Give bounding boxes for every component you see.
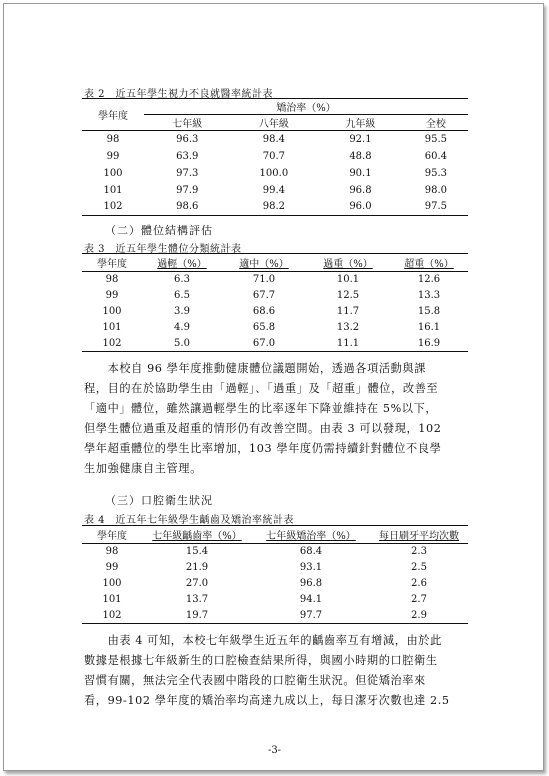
table3-cell: 65.8 bbox=[252, 322, 276, 333]
table-row bbox=[82, 272, 468, 288]
table2-cell: 95.3 bbox=[424, 167, 447, 179]
section-title: （二）體位結構評估 bbox=[105, 224, 213, 237]
table2-year: 102 bbox=[103, 201, 123, 213]
table4-col-header: 學年度 bbox=[97, 531, 127, 542]
table4-cell: 97.7 bbox=[299, 609, 323, 621]
table2-cell: 100.0 bbox=[259, 167, 289, 179]
table-row bbox=[82, 320, 468, 336]
table-row bbox=[82, 131, 468, 148]
table2-cell: 63.9 bbox=[176, 150, 199, 162]
page-number: -3- bbox=[267, 745, 282, 756]
table4-cell: 15.4 bbox=[185, 546, 209, 558]
table3-year: 102 bbox=[102, 337, 122, 349]
table2-cell: 97.5 bbox=[424, 201, 447, 213]
table2-cell: 96.8 bbox=[349, 184, 372, 196]
table2 bbox=[82, 98, 468, 216]
table2-caption: 表 2 近五年學生視力不良就醫率統計表 bbox=[84, 89, 274, 100]
table4-caption: 表 4 近五年七年級學生齲齒及矯治率統計表 bbox=[84, 515, 295, 526]
table2-cell: 96.3 bbox=[176, 133, 199, 145]
table-row bbox=[82, 336, 468, 352]
paragraph-line: 看，99-102 學年度的矯治率均高達九成以上，每日潔牙次數也達 2.5 bbox=[84, 694, 450, 707]
table4-cell: 2.6 bbox=[411, 578, 427, 589]
table2-cell: 96.0 bbox=[349, 201, 372, 213]
table3-col-header: 學年度 bbox=[97, 259, 127, 270]
table2-cell: 60.4 bbox=[424, 150, 447, 162]
table2-cell: 97.3 bbox=[176, 167, 199, 179]
paragraph-line: 由表 4 可知，本校七年級學生近五年的齲齒率互有增減，由於此 bbox=[84, 634, 442, 647]
table2-cell: 98.0 bbox=[424, 184, 447, 196]
table3-cell: 13.2 bbox=[336, 322, 360, 333]
table2-cell: 70.7 bbox=[262, 150, 285, 162]
table2-year: 101 bbox=[103, 184, 123, 196]
table3-cell: 6.5 bbox=[174, 290, 190, 301]
section-title: （三）口腔衛生狀況 bbox=[105, 494, 213, 507]
table2-col-header: 八年級 bbox=[258, 119, 289, 130]
table3-col-header: 過輕（%） bbox=[157, 259, 207, 270]
paragraph-line: 本校自 96 學年度推動健康體位議題開始，透過各項活動與課 bbox=[84, 362, 427, 375]
table2-cell: 98.6 bbox=[176, 201, 199, 213]
table3-col-header: 適中（%） bbox=[239, 259, 289, 270]
table2-col-header: 全校 bbox=[425, 119, 446, 130]
table4-cell: 2.7 bbox=[411, 594, 427, 605]
table4-col-header: 七年級齲齒率（%） bbox=[152, 531, 242, 542]
table-row bbox=[82, 592, 468, 608]
table-row bbox=[82, 576, 468, 592]
table3-year: 100 bbox=[102, 306, 122, 317]
table3-cell: 11.1 bbox=[336, 337, 360, 349]
table4-cell: 68.4 bbox=[299, 546, 323, 558]
table-row bbox=[82, 304, 468, 320]
table3-col-header: 超重（%） bbox=[404, 259, 454, 270]
table3-cell: 16.1 bbox=[417, 322, 441, 333]
table4-cell: 93.1 bbox=[299, 562, 323, 573]
table2-cell: 95.5 bbox=[424, 133, 447, 145]
table4-cell: 2.5 bbox=[411, 562, 427, 573]
table4-cell: 2.3 bbox=[411, 546, 427, 558]
paragraph-line: 生加強健康自主管理。 bbox=[84, 462, 202, 475]
table2-year: 99 bbox=[106, 150, 120, 162]
paragraph-line: 學年超重體位的學生比率增加，103 學年度仍需持續針對體位不良學 bbox=[84, 442, 442, 455]
table4-cell: 2.9 bbox=[411, 609, 427, 621]
table4-cell: 94.1 bbox=[299, 594, 323, 605]
table-row bbox=[82, 182, 468, 199]
table2-cell: 48.8 bbox=[349, 150, 372, 162]
paragraph-line: 「適中」體位，雖然讓過輕學生的比率逐年下降並維持在 5%以下， bbox=[84, 402, 438, 415]
table4 bbox=[82, 525, 468, 624]
table3-col-header: 過重（%） bbox=[323, 259, 373, 270]
table2-year: 100 bbox=[103, 167, 123, 179]
table3-cell: 13.3 bbox=[417, 290, 441, 301]
table2-group-header: 矯治率（%） bbox=[144, 99, 468, 115]
table2-cell: 98.2 bbox=[262, 201, 285, 213]
table3-caption: 表 3 近五年學生體位分類統計表 bbox=[84, 244, 242, 255]
table2-cell: 90.1 bbox=[349, 167, 372, 179]
paragraph-line: 程，目的在於協助學生由「過輕」、「過重」及「超重」體位，改善至 bbox=[84, 382, 439, 395]
table4-year: 98 bbox=[105, 546, 119, 558]
paragraph-line: 數據是根據七年級新生的口腔檢查結果所得，與國小時期的口腔衛生 bbox=[84, 654, 438, 667]
paragraph-body bbox=[84, 631, 450, 711]
table-row bbox=[82, 148, 468, 165]
table4-year: 101 bbox=[102, 594, 122, 605]
table3-cell: 16.9 bbox=[417, 337, 441, 349]
table4-year: 100 bbox=[102, 578, 122, 589]
table4-cell: 96.8 bbox=[299, 578, 323, 589]
table3-cell: 11.7 bbox=[336, 306, 360, 317]
table-row bbox=[82, 608, 468, 624]
table3-cell: 68.6 bbox=[252, 306, 276, 317]
table3-cell: 3.9 bbox=[174, 306, 190, 317]
table4-year: 99 bbox=[105, 562, 119, 573]
table2-col-header: 九年級 bbox=[345, 119, 376, 130]
table3-cell: 10.1 bbox=[336, 274, 360, 286]
table4-cell: 19.7 bbox=[185, 609, 209, 621]
table2-row-header: 學年度 bbox=[82, 99, 144, 131]
table4-year: 102 bbox=[102, 609, 122, 621]
table4-col-header: 七年級矯治率（%） bbox=[266, 531, 356, 542]
table4-cell: 13.7 bbox=[185, 594, 209, 605]
table3-year: 98 bbox=[105, 274, 119, 286]
table3-year: 101 bbox=[102, 322, 122, 333]
table4-col-header: 每日刷牙平均次數 bbox=[379, 531, 459, 542]
table3 bbox=[82, 253, 468, 352]
table2-year: 98 bbox=[106, 133, 120, 145]
table-row bbox=[82, 544, 468, 560]
table2-cell: 98.4 bbox=[262, 133, 285, 145]
table3-cell: 67.0 bbox=[252, 337, 276, 349]
table3-year: 99 bbox=[105, 290, 119, 301]
table4-cell: 27.0 bbox=[185, 578, 209, 589]
table3-cell: 12.6 bbox=[417, 274, 441, 286]
table-row bbox=[82, 288, 468, 304]
paragraph-body bbox=[84, 359, 441, 479]
table2-cell: 92.1 bbox=[349, 133, 372, 145]
table4-cell: 21.9 bbox=[185, 562, 209, 573]
table-row bbox=[82, 165, 468, 182]
table-row bbox=[82, 560, 468, 576]
paragraph-line: 但學生體位過重及超重的情形仍有改善空間。由表 3 可以發現，102 bbox=[84, 422, 442, 435]
table3-cell: 15.8 bbox=[417, 306, 441, 317]
table3-cell: 67.7 bbox=[252, 290, 276, 301]
table3-cell: 12.5 bbox=[336, 290, 360, 301]
paragraph-line: 習慣有關，無法完全代表國中階段的口腔衛生狀況。但從矯治率來 bbox=[84, 674, 426, 687]
table2-col-header: 七年級 bbox=[172, 119, 203, 130]
table-row bbox=[82, 199, 468, 216]
table3-cell: 6.3 bbox=[174, 274, 190, 286]
table3-cell: 4.9 bbox=[174, 322, 190, 333]
table3-cell: 5.0 bbox=[174, 337, 190, 349]
table2-cell: 97.9 bbox=[176, 184, 199, 196]
table2-cell: 99.4 bbox=[262, 184, 285, 196]
table3-cell: 71.0 bbox=[252, 274, 276, 286]
